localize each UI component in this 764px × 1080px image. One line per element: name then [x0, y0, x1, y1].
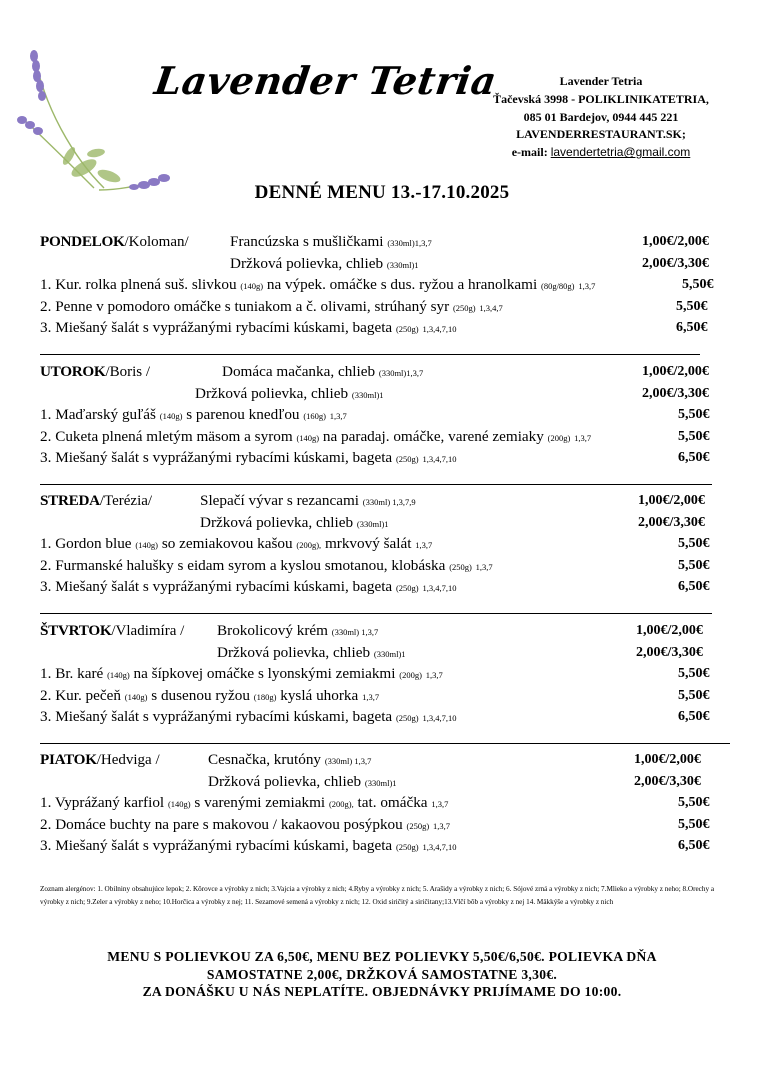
- soup-name: Držková polievka, chlieb: [200, 513, 354, 531]
- dish-allergens: 1,3,7: [415, 540, 433, 551]
- side-portion: (200g): [399, 670, 422, 681]
- soup-portion-allergens: (330ml)1,3,7: [387, 238, 432, 248]
- dish-allergens: 1,3,7: [425, 670, 443, 681]
- main-dish-item: [40, 275, 595, 296]
- dish-extra: kyslá uhorka: [280, 686, 359, 704]
- dish-allergens: 1,3,7: [431, 799, 449, 810]
- soup-name: Francúzska s mušličkami: [230, 233, 384, 250]
- day-header-row: [40, 362, 150, 382]
- main-dish-item: [40, 815, 450, 836]
- day-name: PONDELOK: [40, 233, 125, 250]
- soup-item: [222, 362, 423, 383]
- contact-city-phone: 085 01 Bardejov, 0944 445 221: [523, 109, 679, 124]
- day-header-row: [40, 491, 152, 511]
- day-name: STREDA: [40, 492, 100, 509]
- dish-allergens: 1,3,7: [574, 432, 592, 443]
- dish-side: s dusenou ryžou: [151, 686, 250, 704]
- side-portion: (160g): [303, 411, 326, 422]
- nameday: /Terézia/: [99, 493, 153, 509]
- dish-name: 1. Maďarský guľáš: [40, 406, 156, 424]
- main-dish-item: [40, 836, 456, 857]
- lavender-illustration: [14, 48, 174, 198]
- dish-portion: (140g): [240, 281, 264, 292]
- soup-name: Držková polievka, chlieb: [217, 643, 371, 661]
- dish-allergens: 1,3,4,7,10: [422, 713, 457, 724]
- soup-item: [230, 232, 432, 253]
- contact-email-row: [470, 144, 732, 162]
- soup-item: [195, 384, 384, 405]
- section-divider: [40, 743, 316, 744]
- dish-name: 2. Penne v pomodoro omáčke s tuniakom a č. olivami, strúhaný syr: [40, 297, 450, 315]
- restaurant-logo: Lavender Tetria: [151, 58, 500, 103]
- footer-line-3: ZA DONÁŠKU U NÁS NEPLATÍTE. OBJEDNÁVKY PRIJÍMAME DO 10:00.: [142, 984, 622, 999]
- dish-portion: (250g): [449, 561, 472, 572]
- main-dish-item: [40, 686, 379, 707]
- dish-price: 5,50€: [676, 298, 708, 314]
- main-dish-item: [40, 664, 443, 685]
- soup-item: [230, 254, 419, 275]
- dish-price: 5,50€: [678, 687, 710, 703]
- dish-price: 5,50€: [678, 795, 710, 811]
- soup-portion-allergens: (330ml) 1,3,7: [324, 756, 372, 766]
- dish-side: s varenými zemiakmi: [194, 794, 326, 812]
- soup-price: 2,00€/3,30€: [636, 644, 703, 660]
- dish-side: so zemiakovou kašou: [161, 535, 293, 553]
- dish-portion: (250g): [395, 583, 419, 594]
- email-link[interactable]: lavendertetria@gmail.com: [550, 145, 691, 160]
- soup-portion-allergens: (330ml) 1,3,7,9: [362, 497, 416, 507]
- dish-portion: (140g): [167, 799, 191, 810]
- soup-name: Držková polievka, chlieb: [195, 384, 349, 402]
- soup-item: [208, 750, 371, 771]
- dish-side: na paradaj. omáčke, varené zemiaky: [322, 427, 544, 445]
- dish-name: 3. Miešaný šalát s vyprážanými rybacími kúskami, bageta: [40, 578, 393, 596]
- dish-name: 2. Domáce buchty na pare s makovou / kakaovou posýpkou: [40, 815, 403, 833]
- soup-item: [200, 491, 416, 512]
- dish-portion: (250g): [452, 302, 476, 313]
- day-name: PIATOK: [40, 751, 97, 768]
- footer-note: [0, 948, 764, 1001]
- allergen-list: Zoznam alergénov: 1. Obilniny obsahujúce lepok; 2. Kôrovce a výrobky z nich; 3.Vajcia a výrobky z nich; 4.Ryby a výrobky z nich; 5. Arašidy a výrobky z nich; 6. Sójové zrná a výrobky z nich; 7.Mlieko a výrobky z neho; 8.Orechy a výrobky z nich; 9.Zeler a výrobky z neho; 10.Horčica a výrobky z nej; 11. Sezamové semená a výrobky z nich; 12. Oxid siričitý a siričitany;13.Vlčí bôb a výrobky z nej 14. Mäkkýše a výrobky z nich: [40, 885, 715, 906]
- day-header-row: [40, 232, 189, 252]
- dish-allergens: 1,3,7: [362, 691, 380, 702]
- dish-side: na výpek. omáčke s dus. ryžou a hranolkami: [266, 276, 538, 294]
- main-dish-item: [40, 707, 456, 728]
- dish-price: 5,50€: [678, 428, 710, 444]
- soup-name: Cesnačka, krutóny: [208, 751, 322, 768]
- soup-portion-allergens: (330ml)1: [373, 648, 406, 659]
- soup-item: [200, 513, 389, 534]
- dish-allergens: 1,3,7: [433, 820, 450, 831]
- dish-price: 6,50€: [678, 579, 710, 595]
- dish-price: 5,50€: [678, 816, 710, 832]
- dish-portion: (250g): [395, 324, 419, 335]
- dish-portion: (140g): [296, 432, 320, 443]
- soup-name: Držková polievka, chlieb: [230, 254, 384, 272]
- dish-name: 2. Furmanské halušky s eidam syrom a kyslou smotanou, klobáska: [40, 556, 446, 574]
- soup-price: 1,00€/2,00€: [636, 623, 703, 638]
- soup-portion-allergens: (330ml)1,3,7: [378, 368, 424, 378]
- soup-portion-allergens: (330ml)1: [356, 518, 389, 529]
- nameday: /Koloman/: [124, 234, 189, 250]
- dish-allergens: 1,3,7: [329, 411, 347, 422]
- side-portion: (200g),: [328, 799, 354, 810]
- soup-item: [217, 643, 406, 664]
- dish-price: 6,50€: [678, 838, 710, 854]
- soup-portion-allergens: (330ml)1: [386, 259, 419, 270]
- dish-price: 5,50€: [678, 536, 710, 552]
- main-dish-item: [40, 318, 456, 339]
- dish-portion: (250g): [395, 842, 419, 853]
- contact-block: [470, 73, 732, 162]
- soup-portion-allergens: (330ml)1: [351, 389, 384, 400]
- soup-price: 2,00€/3,30€: [638, 514, 705, 530]
- soup-name: Brokolicový krém: [217, 622, 328, 639]
- main-dish-item: [40, 448, 456, 469]
- dish-portion: (250g): [395, 713, 419, 724]
- dish-portion: (140g): [135, 540, 159, 551]
- dish-side: na šípkovej omáčke s lyonskými zemiakmi: [133, 665, 396, 683]
- dish-name: 3. Miešaný šalát s vyprážanými rybacími kúskami, bageta: [40, 319, 393, 337]
- dish-allergens: 1,3,4,7,10: [422, 324, 457, 335]
- dish-price: 6,50€: [676, 320, 708, 336]
- dish-price: 5,50€: [678, 666, 710, 682]
- section-divider: [316, 743, 730, 744]
- dish-price: 6,50€: [678, 450, 710, 466]
- dish-allergens: 1,3,4,7: [479, 302, 503, 313]
- section-divider: [40, 354, 700, 355]
- main-dish-item: [40, 297, 503, 318]
- dish-price: 5,50€: [678, 557, 710, 573]
- side-portion: (180g): [253, 691, 277, 702]
- contact-address: Ťačevská 3998 - POLIKLINIKATETRIA,: [493, 91, 709, 106]
- dish-allergens: 1,3,7: [578, 281, 596, 292]
- nameday: /Hedviga /: [96, 752, 160, 768]
- dish-price: 6,50€: [678, 709, 710, 725]
- soup-item: [217, 621, 378, 642]
- dish-portion: (250g): [406, 820, 430, 831]
- dish-allergens: 1,3,4,7,10: [422, 842, 457, 853]
- dish-portion: (140g): [124, 691, 148, 702]
- side-portion: (200g): [547, 432, 571, 443]
- dish-side: s parenou knedľou: [186, 406, 300, 424]
- dish-name: 3. Miešaný šalát s vyprážanými rybacími kúskami, bageta: [40, 708, 393, 726]
- email-label: e-mail:: [511, 145, 548, 160]
- soup-name: Slepačí vývar s rezancami: [200, 492, 359, 509]
- dish-name: 2. Kur. pečeň: [40, 686, 121, 704]
- contact-name: Lavender Tetria: [559, 74, 643, 88]
- footer-line-1: MENU S POLIEVKOU ZA 6,50€, MENU BEZ POLIEVKY 5,50€/6,50€. POLIEVKA DŇA: [107, 949, 657, 964]
- day-name: ŠTVRTOK: [40, 622, 112, 639]
- dish-allergens: 1,3,4,7,10: [422, 454, 457, 465]
- soup-price: 2,00€/3,30€: [634, 773, 701, 789]
- soup-portion-allergens: (330ml)1: [364, 777, 397, 788]
- dish-allergens: 1,3,4,7,10: [422, 583, 457, 594]
- soup-name: Domáca mačanka, chlieb: [222, 363, 376, 380]
- soup-portion-allergens: (330ml) 1,3,7: [331, 627, 379, 637]
- footer-line-2: SAMOSTATNE 2,00€, DRŽKOVÁ SAMOSTATNE 3,30€.: [206, 966, 558, 982]
- dish-name: 1. Gordon blue: [40, 535, 132, 553]
- soup-name: Držková polievka, chlieb: [208, 772, 362, 790]
- main-dish-item: [40, 556, 493, 577]
- soup-price: 2,00€/3,30€: [642, 385, 709, 401]
- day-name: UTOROK: [40, 363, 106, 380]
- dish-allergens: 1,3,7: [475, 561, 493, 572]
- dish-portion: (140g): [159, 411, 183, 422]
- dish-portion: (140g): [107, 670, 130, 681]
- day-header-row: [40, 750, 160, 770]
- soup-item: [208, 772, 397, 793]
- dish-name: 1. Kur. rolka plnená suš. slivkou: [40, 276, 237, 294]
- contact-website: LAVENDERRESTAURANT.SK;: [516, 127, 686, 142]
- side-portion: (200g),: [296, 540, 322, 551]
- main-dish-item: [40, 577, 456, 598]
- day-header-row: [40, 621, 184, 641]
- main-dish-item: [40, 793, 448, 814]
- dish-name: 1. Vyprážaný karfiol: [40, 794, 165, 812]
- section-divider: [40, 613, 712, 614]
- dish-name: 1. Br. karé: [40, 665, 104, 683]
- dish-name: 2. Cuketa plnená mletým mäsom a syrom: [40, 427, 293, 445]
- dish-price: 5,50€: [682, 277, 714, 293]
- main-dish-item: [40, 427, 591, 448]
- dish-extra: mrkvový šalát: [324, 535, 412, 553]
- section-divider: [40, 484, 712, 485]
- main-dish-item: [40, 534, 432, 555]
- dish-name: 3. Miešaný šalát s vyprážanými rybacími kúskami, bageta: [40, 449, 393, 467]
- main-dish-item: [40, 405, 347, 426]
- soup-price: 1,00€/2,00€: [638, 493, 705, 508]
- dish-portion: (250g): [395, 454, 419, 465]
- soup-price: 1,00€/2,00€: [642, 234, 709, 249]
- soup-price: 2,00€/3,30€: [642, 255, 709, 271]
- nameday: /Boris /: [105, 364, 151, 380]
- dish-price: 5,50€: [678, 407, 710, 423]
- soup-price: 1,00€/2,00€: [642, 364, 709, 379]
- nameday: /Vladimíra /: [111, 623, 185, 639]
- soup-price: 1,00€/2,00€: [634, 752, 701, 767]
- side-portion: (80g/80g): [540, 281, 575, 292]
- dish-name: 3. Miešaný šalát s vyprážanými rybacími kúskami, bageta: [40, 837, 393, 855]
- menu-title: DENNÉ MENU 13.-17.10.2025: [254, 182, 510, 203]
- dish-extra: tat. omáčka: [357, 794, 428, 812]
